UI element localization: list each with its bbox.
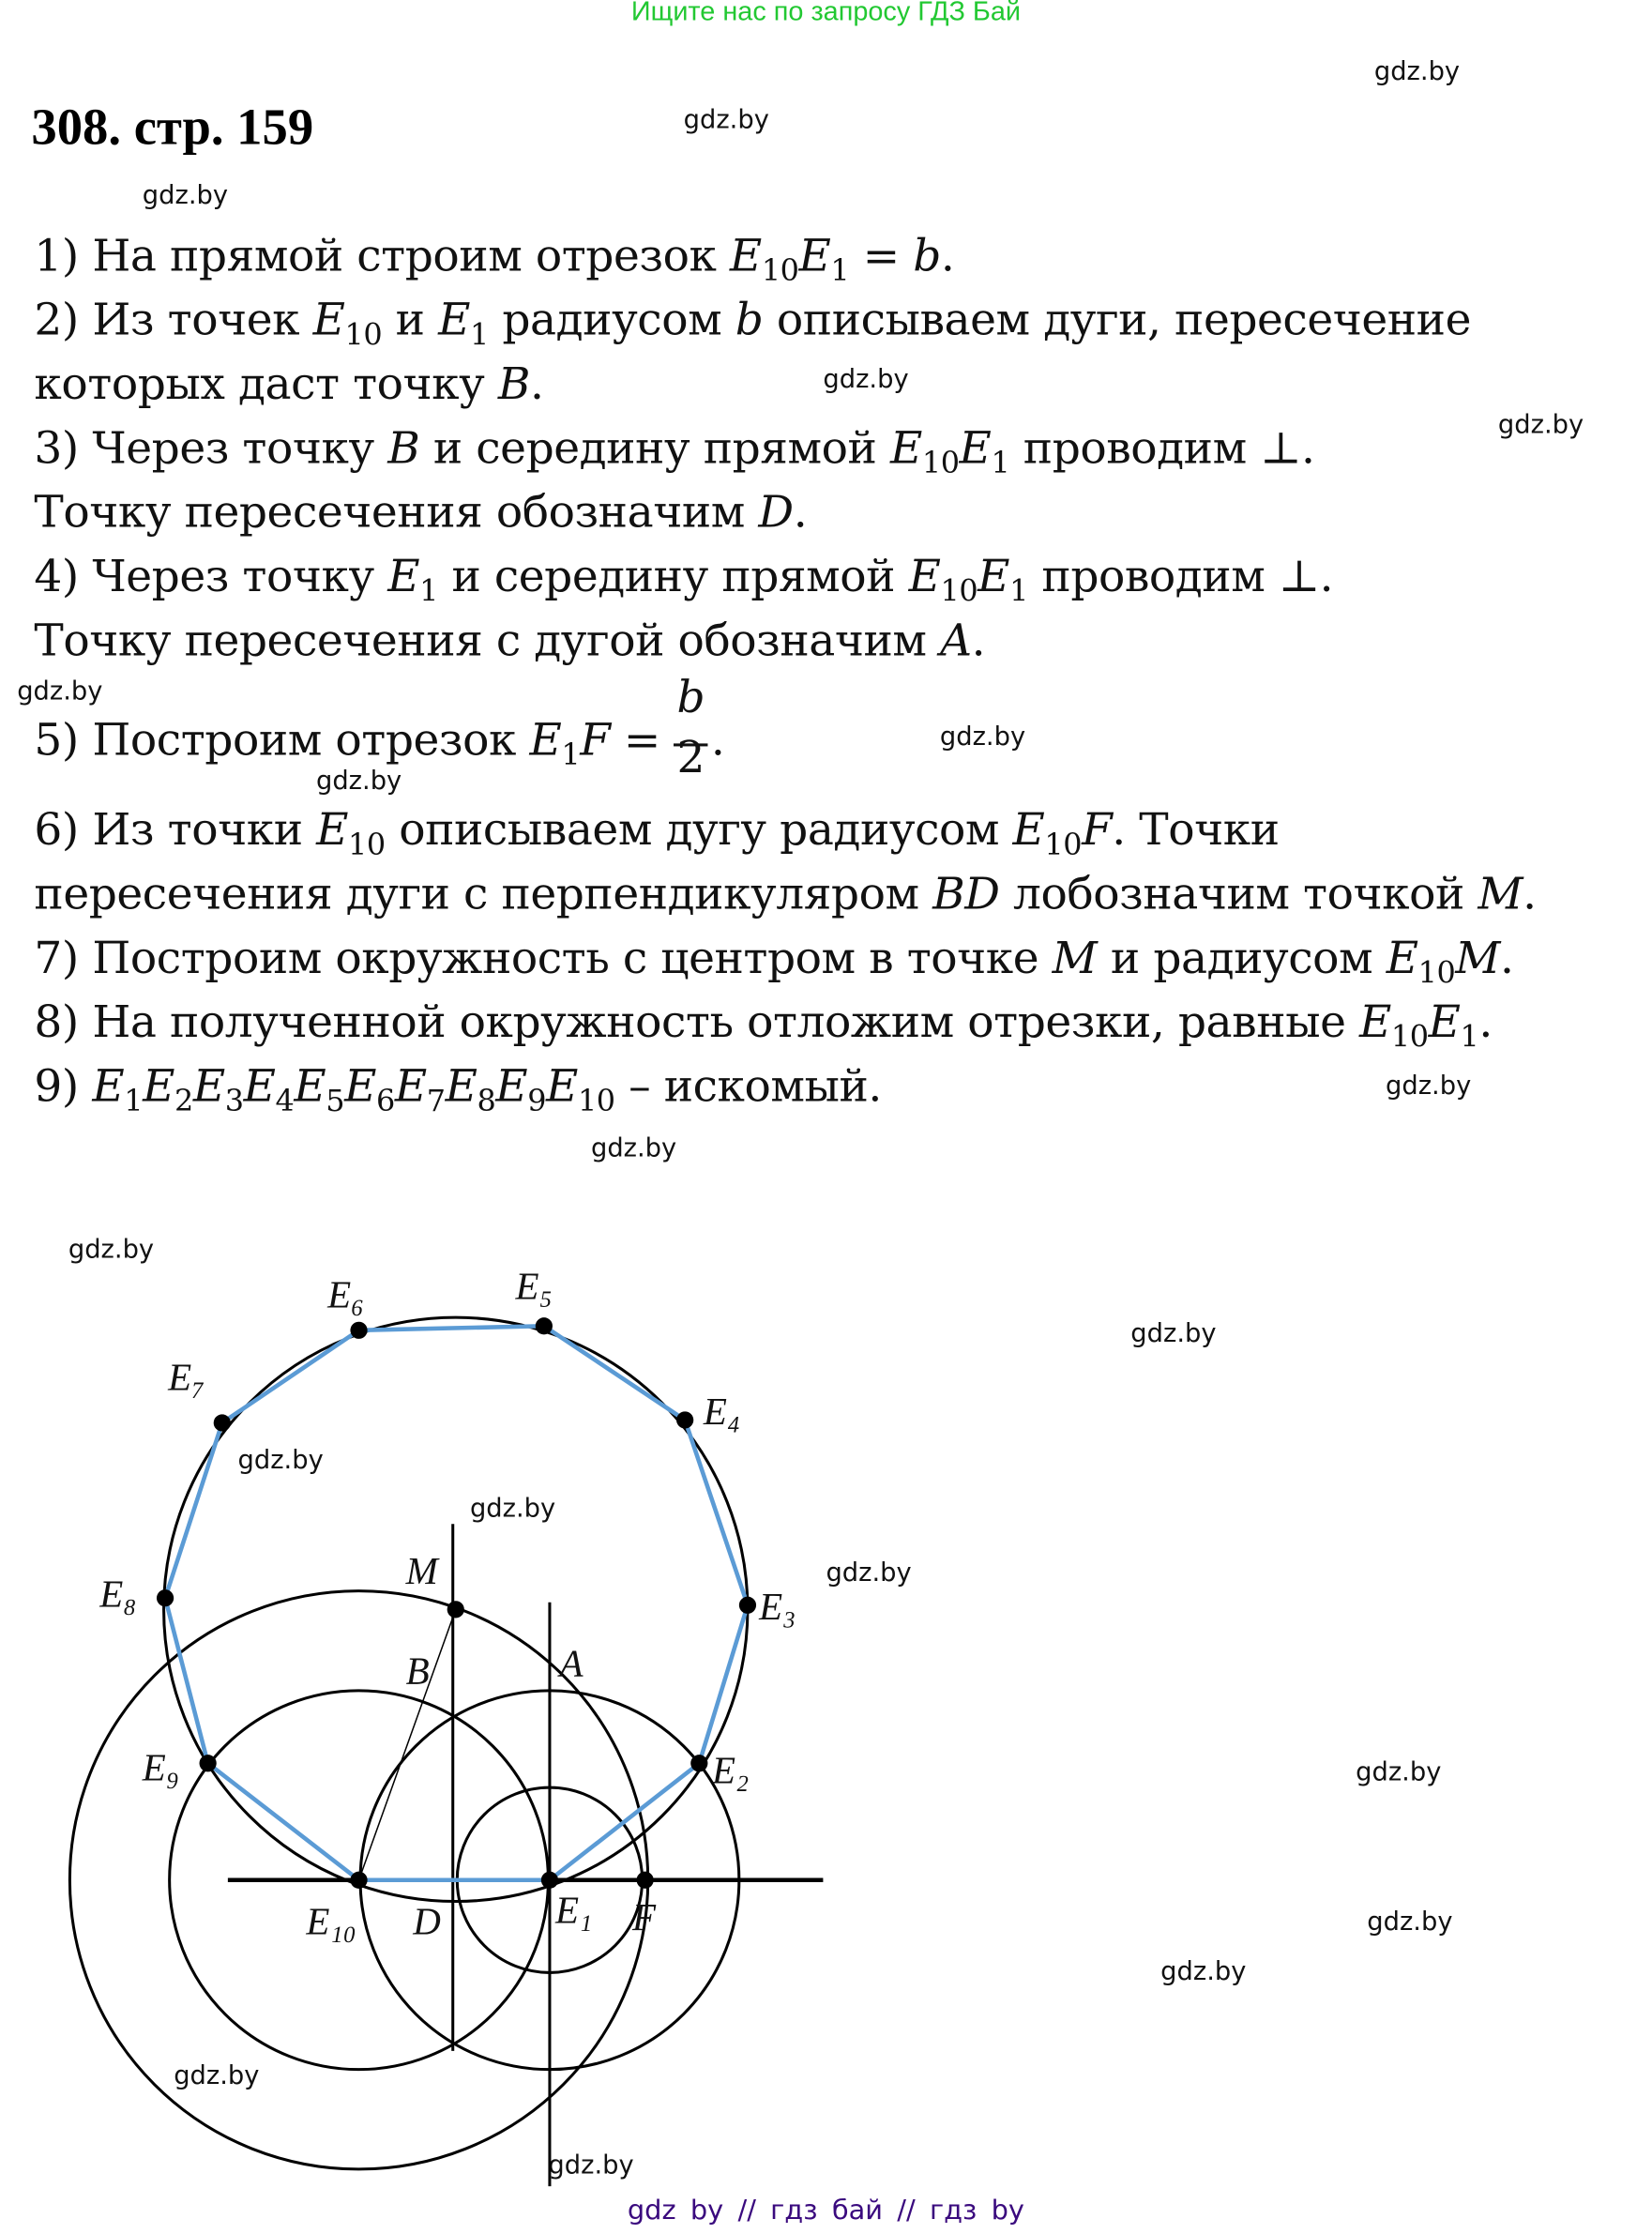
point-e3 [739,1597,756,1614]
label-e9: E₉ [142,1745,180,1789]
label-e1: E₁ [555,1888,593,1932]
label-e6: E₆ [327,1272,365,1316]
point-e7 [214,1414,231,1431]
label-e5: E₅ [515,1264,553,1308]
label-a: A [559,1641,584,1685]
step-3: 3) Через точку B и середину прямой $E_{10}E_1$ проводим ⊥. [34,422,1315,480]
label-e8: E₈ [99,1572,137,1616]
watermark: gdz.by [683,105,769,136]
watermark: gdz.by [174,2060,260,2091]
page-title: 308. стр. 159 [31,98,314,156]
point-e1 [541,1872,558,1889]
step-5: 5) Построим отрезок $E_1F$ = $\frac{b}{2}$ . [34,672,725,783]
step-3-cont: Точку пересечения обозначим D. [34,487,808,539]
watermark: gdz.by [237,1445,324,1476]
watermark: gdz.by [823,364,909,395]
point-e10 [350,1872,367,1889]
point-e5 [536,1317,553,1334]
point-m [447,1601,464,1618]
step-1: 1) На прямой строим отрезок $E_{10}E_1 = b$. [34,230,955,288]
label-e10: E₁₀ [306,1899,356,1943]
watermark: gdz.by [315,766,402,797]
point-e9 [200,1755,217,1771]
watermark: gdz.by [826,1558,912,1588]
footer-links[interactable]: gdz by // гдз бай // гдз by [627,2195,1025,2226]
point-e2 [690,1755,707,1771]
label-e3: E₃ [759,1584,796,1628]
watermark: gdz.by [1160,1956,1247,1987]
label-b: B [405,1649,430,1693]
search-banner[interactable]: Ищите нас по запросу ГДЗ Бай [630,0,1022,27]
fraction-b-over-2: $\frac{b}{2}$ [674,712,710,769]
step-7: 7) Построим окружность с центром в точке M и радиусом $E_{10}M$. [34,933,1514,991]
point-f [637,1872,654,1889]
step-6-cont: пересечения дуги с перпендикуляром BD лобозначим точкой M. [34,868,1537,920]
watermark: gdz.by [1130,1318,1217,1349]
point-e4 [676,1411,693,1428]
watermark: gdz.by [469,1494,556,1525]
step-2-cont: которых даст точку B. [34,358,544,411]
watermark: gdz.by [1356,1757,1442,1788]
point-e6 [350,1322,367,1339]
step-2: 2) Из точек $E_{10}$ и $E_1$ радиусом b описываем дуги, пересечение [34,295,1471,352]
label-d: D [413,1899,441,1943]
step-4: 4) Через точку $E_1$ и середину прямой $E_{10}E_1$ проводим ⊥. [34,551,1334,609]
label-m: M [405,1549,438,1593]
label-e7: E₇ [168,1355,205,1399]
watermark: gdz.by [1497,410,1584,441]
watermark: gdz.by [548,2150,634,2181]
watermark: gdz.by [590,1133,677,1164]
label-f: F [631,1894,657,1938]
label-e4: E₄ [703,1390,741,1433]
step-8: 8) На полученной окружность отложим отрезки, равные $E_{10}E_1$. [34,996,1493,1055]
step-9: 9) $E_1E_2E_3E_4E_5E_6E_7E_8E_9E_{10}$ – искомый. [34,1060,882,1118]
watermark: gdz.by [17,676,103,707]
watermark: gdz.by [1367,1907,1453,1938]
watermark: gdz.by [68,1235,155,1265]
watermark: gdz.by [1386,1071,1472,1102]
watermark: gdz.by [939,722,1026,752]
watermark: gdz.by [142,180,229,211]
step-4-cont: Точку пересечения с дугой обозначим A. [34,615,986,667]
step-6: 6) Из точки $E_{10}$ описываем дугу радиусом $E_{10}F$. Точки [34,804,1280,862]
watermark: gdz.by [1373,56,1461,87]
point-e8 [157,1589,174,1606]
label-e2: E₂ [711,1748,750,1792]
